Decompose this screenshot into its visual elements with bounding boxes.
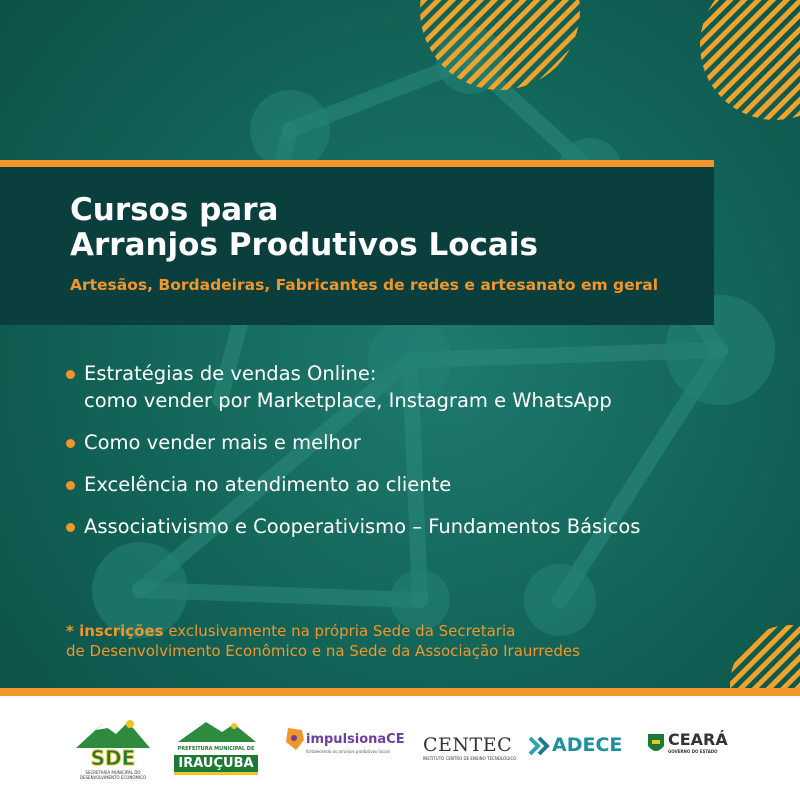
adece-logo <box>528 734 628 794</box>
sde-logo-text: SDE <box>90 746 136 770</box>
double-chevron-icon <box>528 736 550 756</box>
course-item-text: Associativismo e Cooperativismo – Fundamentos Básicos <box>84 515 641 538</box>
map-pin-icon <box>284 726 306 752</box>
ceara-logo-text: CEARÁ <box>668 730 728 749</box>
iraucuba-logo-text: IRAUÇUBA <box>174 755 257 775</box>
ceara-logo-subtext: GOVERNO DO ESTADO <box>668 749 718 754</box>
accent-line <box>0 160 714 167</box>
course-item <box>66 471 640 498</box>
impulsionace-logo-text: impulsionaCE <box>306 732 405 747</box>
centec-logo-subtext: INSTITUTO CENTRO DE ENSINO TECNOLÓGICO <box>423 756 517 761</box>
registration-emphasis: * inscrições <box>66 622 164 640</box>
adece-logo-text: ADECE <box>552 734 623 756</box>
iraucuba-mountain-icon <box>172 718 260 742</box>
sponsor-footer <box>0 696 800 799</box>
centec-logo-text: CENTEC <box>423 734 513 756</box>
registration-note <box>66 621 580 661</box>
course-list <box>66 360 640 555</box>
title-line-1: Cursos para <box>70 192 279 228</box>
sde-logo <box>72 718 154 778</box>
course-item-detail: como vender por Marketplace, Instagram e WhatsApp <box>84 389 612 412</box>
course-item-text: Estratégias de vendas Online: <box>84 362 377 385</box>
centec-logo <box>423 734 515 794</box>
impulsionace-logo-subtext: fortalecendo os arranjos produtivos locais <box>306 749 390 754</box>
ceara-logo <box>646 730 736 790</box>
registration-text-2: de Desenvolvimento Econômico e na Sede da Associação Iraurredes <box>66 642 580 660</box>
sde-logo-subtext: SECRETARIA MUNICIPAL DO DESENVOLVIMENTO ECONÔMICO <box>79 770 147 780</box>
course-item-text: Excelência no atendimento ao cliente <box>84 473 452 496</box>
course-item <box>66 513 640 540</box>
page-title <box>70 193 538 263</box>
course-item <box>66 429 640 456</box>
course-item <box>66 360 640 414</box>
footer-accent-line <box>0 688 800 696</box>
iraucuba-logo-top: PREFEITURA MUNICIPAL DE <box>177 746 255 752</box>
state-crest-icon <box>646 732 666 756</box>
sde-mountain-icon <box>72 718 154 748</box>
title-line-2: Arranjos Produtivos Locais <box>70 227 538 263</box>
registration-text-1: exclusivamente na própria Sede da Secretaria <box>163 622 516 640</box>
impulsionace-logo <box>284 730 408 790</box>
iraucuba-logo <box>172 718 260 778</box>
subtitle: Artesãos, Bordadeiras, Fabricantes de redes e artesanato em geral <box>70 276 659 294</box>
course-item-text: Como vender mais e melhor <box>84 431 361 454</box>
